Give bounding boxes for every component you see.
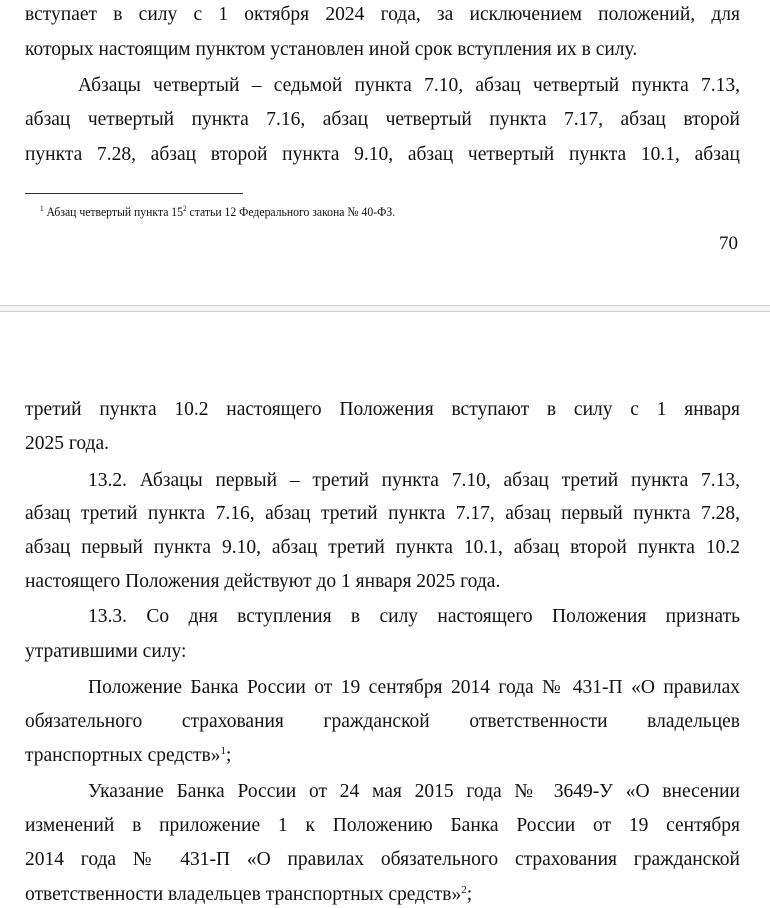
- page-70: [0, 0, 770, 305]
- text-line: 13.3. Со дня вступления в силу настоящего Положения признать: [88, 606, 740, 627]
- text-line: Указание Банка России от 24 мая 2015 года № 3649-У «О внесении: [88, 781, 740, 802]
- text-line: 2014 года № 431-П «О правилах обязательного страхования гражданской: [25, 849, 740, 870]
- text-line: абзац третий пункта 7.16, абзац третий пункта 7.17, абзац первый пункта 7.28,: [25, 503, 740, 524]
- footnote: [40, 204, 395, 220]
- footnote-mark[interactable]: 1: [220, 745, 226, 757]
- text-line: которых настоящим пунктом установлен иной срок вступления их в силу.: [25, 39, 638, 60]
- text-line: 13.2. Абзацы первый – третий пункта 7.10, абзац третий пункта 7.13,: [88, 470, 740, 491]
- text: транспортных средств»: [25, 745, 221, 766]
- text-line: Абзацы четвертый – седьмой пункта 7.10, абзац четвертый пункта 7.13,: [78, 75, 740, 96]
- text-line: вступает в силу с 1 октября 2024 года, за исключением положений, для: [25, 4, 740, 25]
- text-line: [25, 744, 740, 768]
- text: ответственности владельцев транспортных средств»: [25, 884, 462, 905]
- text-line: третий пункта 10.2 настоящего Положения вступают в силу с 1 января: [25, 399, 740, 420]
- text-line: абзац первый пункта 9.10, абзац третий пункта 10.1, абзац второй пункта 10.2: [25, 537, 740, 558]
- text-line: абзац четвертый пункта 7.16, абзац четвертый пункта 7.17, абзац второй: [25, 109, 740, 130]
- page-number: 70: [719, 233, 738, 254]
- footnote-text: Абзац четвертый пункта 15: [46, 204, 184, 219]
- text-line: Положение Банка России от 19 сентября 2014 года № 431-П «О правилах: [88, 677, 740, 698]
- text: ;: [225, 745, 232, 766]
- text-line: утратившими силу:: [25, 641, 187, 662]
- text-line: [25, 883, 740, 907]
- text-line: 2025 года.: [25, 433, 110, 454]
- text-line: настоящего Положения действуют до 1 января 2025 года.: [25, 571, 501, 592]
- page-separator: [0, 305, 770, 312]
- page-71: [0, 312, 770, 908]
- text-line: изменений в приложение 1 к Положению Банка России от 19 сентября: [25, 815, 740, 836]
- footnote-text: статьи 12 Федерального закона № 40-ФЗ.: [186, 204, 396, 219]
- text: ;: [466, 884, 473, 905]
- footnote-mark[interactable]: 2: [461, 884, 467, 896]
- superscript: 2: [183, 204, 187, 213]
- footnote-mark: 1: [40, 204, 44, 213]
- footnote-separator: [25, 193, 243, 194]
- text-line: пункта 7.28, абзац второй пункта 9.10, абзац четвертый пункта 10.1, абзац: [25, 144, 740, 165]
- text-line: обязательного страхования гражданской ответственности владельцев: [25, 711, 740, 732]
